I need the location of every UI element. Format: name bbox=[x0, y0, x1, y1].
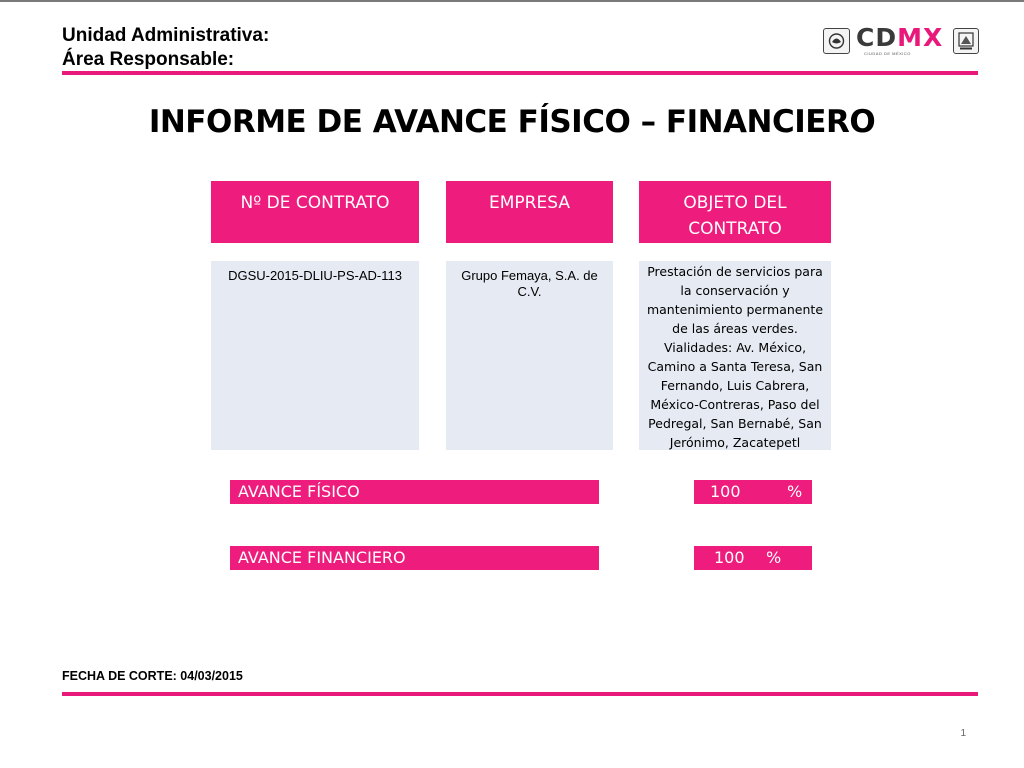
unidad-administrativa-label: Unidad Administrativa: bbox=[62, 25, 270, 46]
top-border bbox=[0, 0, 1024, 2]
cdmx-logo-subtitle: CIUDAD DE MÉXICO bbox=[864, 51, 911, 56]
avance-fisico-label: AVANCE FÍSICO bbox=[230, 480, 599, 504]
cdmx-logo: CDMX bbox=[856, 23, 944, 52]
avance-fisico-unit: % bbox=[787, 482, 803, 501]
avance-financiero-box bbox=[694, 546, 812, 570]
avance-fisico-value: 100 bbox=[710, 482, 741, 501]
avance-financiero-unit: % bbox=[766, 548, 782, 567]
agency-emblem-icon bbox=[953, 28, 979, 54]
page-number: 1 bbox=[960, 728, 966, 739]
empresa-value: Grupo Femaya, S.A. de C.V. bbox=[446, 261, 613, 450]
numero-contrato-value: DGSU-2015-DLIU-PS-AD-113 bbox=[211, 261, 419, 450]
header-numero-contrato: Nº DE CONTRATO bbox=[211, 181, 419, 243]
page-title: INFORME DE AVANCE FÍSICO – FINANCIERO bbox=[148, 104, 876, 140]
header-divider bbox=[62, 71, 978, 75]
objeto-contrato-value: Prestación de servicios para la conservación y mantenimiento permanente de las áreas verdes. Vialidades: Av. México, Camino a Santa Teresa, San Fernando, Luis Cabrera, México-Contreras, Paso del Pedregal, San Bernabé, San Jerónimo, Zacatepetl bbox=[639, 261, 831, 450]
area-responsable-label: Área Responsable: bbox=[62, 49, 235, 70]
avance-financiero-value: 100 bbox=[714, 548, 745, 567]
footer-divider bbox=[62, 692, 978, 696]
header-empresa: EMPRESA bbox=[446, 181, 613, 243]
avance-fisico-box bbox=[694, 480, 812, 504]
header-objeto-contrato: OBJETO DEL CONTRATO bbox=[639, 181, 831, 243]
fecha-corte: FECHA DE CORTE: 04/03/2015 bbox=[62, 669, 243, 683]
government-seal-icon bbox=[823, 28, 850, 54]
avance-financiero-label: AVANCE FINANCIERO bbox=[230, 546, 599, 570]
